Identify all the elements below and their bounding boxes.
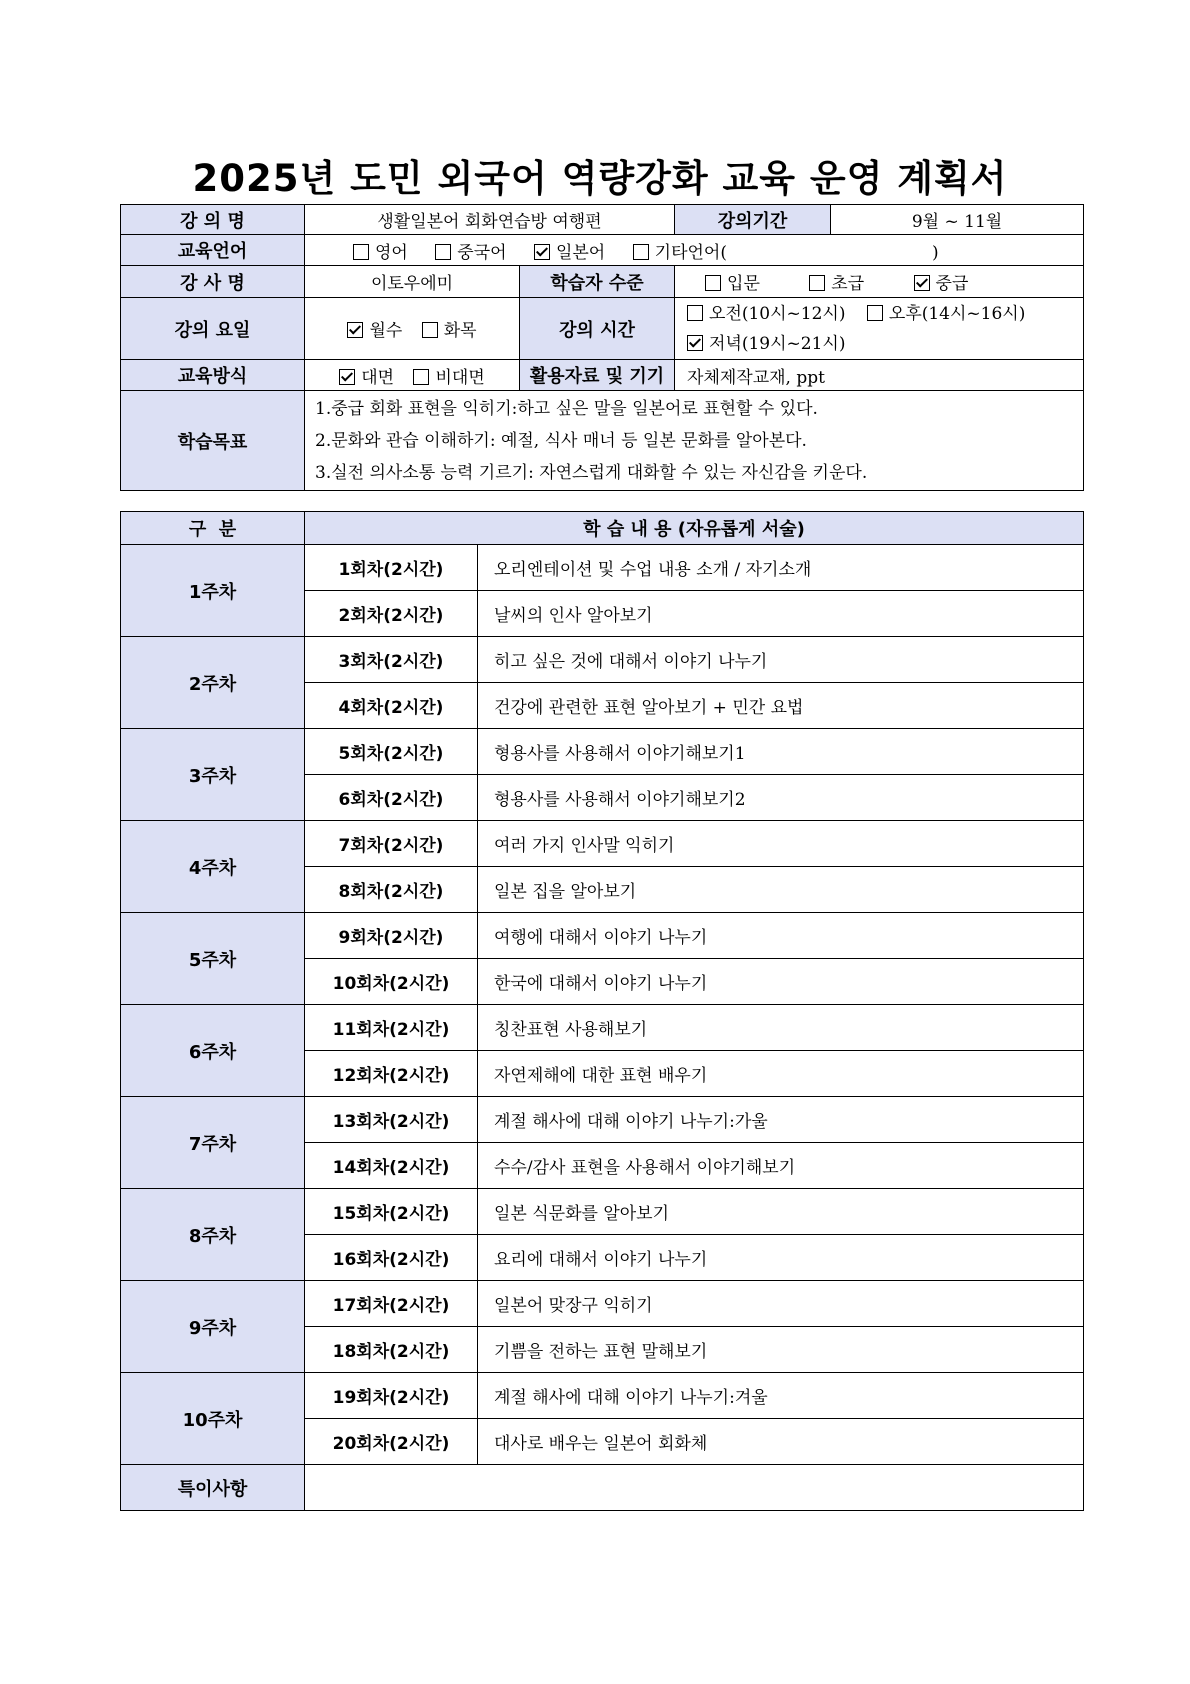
info-table xyxy=(120,204,1084,491)
week-label: 3주차 xyxy=(121,729,305,821)
day-option-tue-thu[interactable] xyxy=(422,316,477,341)
option-label: 입문 xyxy=(727,274,760,294)
instructor-value: 이토우에미 xyxy=(305,266,520,298)
session-content: 히고 싶은 것에 대해서 이야기 나누기 xyxy=(478,637,1084,683)
option-label: 월수 xyxy=(369,321,403,341)
schedule-row xyxy=(121,729,1084,775)
session-label: 6회차(2시간) xyxy=(305,775,478,821)
session-content: 계절 해사에 대해 이야기 나누기:가울 xyxy=(478,1097,1084,1143)
week-label: 9주차 xyxy=(121,1281,305,1373)
session-content: 일본 식문화를 알아보기 xyxy=(478,1189,1084,1235)
option-label: 대면 xyxy=(361,367,395,388)
level-option-intermediate[interactable] xyxy=(914,269,969,294)
goal-item: 3.실전 의사소통 능력 기르기: 자연스럽게 대화할 수 있는 자신감을 키운다. xyxy=(315,462,868,483)
goal-item: 2.문화와 관습 이해하기: 예절, 식사 매너 등 일본 문화를 알아본다. xyxy=(315,430,807,451)
week-label: 8주차 xyxy=(121,1189,305,1281)
time-option-morning[interactable] xyxy=(687,299,845,329)
schedule-row xyxy=(121,545,1084,591)
notes-value xyxy=(305,1465,1084,1511)
option-label: 비대면 xyxy=(435,367,485,388)
schedule-row xyxy=(121,1373,1084,1419)
checkbox-icon[interactable] xyxy=(867,305,883,321)
session-label: 10회차(2시간) xyxy=(305,959,478,1005)
option-label: 초급 xyxy=(831,274,865,294)
session-content: 한국에 대해서 이야기 나누기 xyxy=(478,959,1084,1005)
session-label: 1회차(2시간) xyxy=(305,545,478,591)
materials-label: 활용자료 및 기기 xyxy=(520,360,675,391)
session-content: 건강에 관련한 표현 알아보기 + 민간 요법 xyxy=(478,683,1084,729)
checkbox-checked-icon[interactable] xyxy=(914,275,930,291)
checkbox-icon[interactable] xyxy=(633,244,649,260)
session-content: 기쁨을 전하는 표현 말해보기 xyxy=(478,1327,1084,1373)
session-content: 형용사를 사용해서 이야기해보기2 xyxy=(478,775,1084,821)
option-close-paren: ) xyxy=(931,242,939,263)
session-label: 5회차(2시간) xyxy=(305,729,478,775)
checkbox-icon[interactable] xyxy=(435,244,451,260)
level-option-elementary[interactable] xyxy=(809,269,864,294)
session-content: 여행에 대해서 이야기 나누기 xyxy=(478,913,1084,959)
session-label: 16회차(2시간) xyxy=(305,1235,478,1281)
language-option-chinese[interactable] xyxy=(435,238,506,263)
option-label: 기타언어( xyxy=(654,242,727,263)
session-label: 4회차(2시간) xyxy=(305,683,478,729)
session-content: 일본 집을 알아보기 xyxy=(478,867,1084,913)
schedule-row xyxy=(121,637,1084,683)
content-header: 학 습 내 용 (자유롭게 서술) xyxy=(305,512,1084,545)
method-option-in-person[interactable] xyxy=(339,363,394,388)
days-label: 강의 요일 xyxy=(121,298,305,360)
session-label: 20회차(2시간) xyxy=(305,1419,478,1465)
session-content: 자연제해에 대한 표현 배우기 xyxy=(478,1051,1084,1097)
session-content: 대사로 배우는 일본어 회화체 xyxy=(478,1419,1084,1465)
session-content: 칭찬표현 사용해보기 xyxy=(478,1005,1084,1051)
week-label: 1주차 xyxy=(121,545,305,637)
session-label: 2회차(2시간) xyxy=(305,591,478,637)
level-label: 학습자 수준 xyxy=(520,266,675,298)
period-value: 9월 ~ 11월 xyxy=(831,205,1084,235)
period-label: 강의기간 xyxy=(675,205,831,235)
instructor-label: 강 사 명 xyxy=(121,266,305,298)
level-options xyxy=(675,266,1084,298)
goal-item: 1.중급 회화 표현을 익히기:하고 싶은 말을 일본어로 표현할 수 있다. xyxy=(315,398,818,419)
session-content: 날씨의 인사 알아보기 xyxy=(478,591,1084,637)
session-label: 19회차(2시간) xyxy=(305,1373,478,1419)
week-label: 7주차 xyxy=(121,1097,305,1189)
time-option-evening[interactable] xyxy=(687,329,845,359)
time-options xyxy=(675,298,1084,360)
session-label: 17회차(2시간) xyxy=(305,1281,478,1327)
level-option-beginner[interactable] xyxy=(705,269,760,294)
session-label: 15회차(2시간) xyxy=(305,1189,478,1235)
week-label: 10주차 xyxy=(121,1373,305,1465)
language-options xyxy=(305,235,1084,266)
checkbox-checked-icon[interactable] xyxy=(339,369,355,385)
schedule-row xyxy=(121,1005,1084,1051)
day-option-mon-wed[interactable] xyxy=(347,316,402,341)
language-label: 교육언어 xyxy=(121,235,305,266)
option-label: 오전(10시~12시) xyxy=(709,303,846,324)
option-label: 화목 xyxy=(443,321,477,341)
time-option-afternoon[interactable] xyxy=(867,299,1025,329)
session-content: 형용사를 사용해서 이야기해보기1 xyxy=(478,729,1084,775)
time-label: 강의 시간 xyxy=(520,298,675,360)
course-label: 강 의 명 xyxy=(121,205,305,235)
materials-value: 자체제작교재, ppt xyxy=(675,360,1084,391)
schedule-row xyxy=(121,1189,1084,1235)
option-label: 중급 xyxy=(935,274,969,294)
schedule-row xyxy=(121,913,1084,959)
checkbox-checked-icon[interactable] xyxy=(347,322,363,338)
checkbox-icon[interactable] xyxy=(687,305,703,321)
method-option-online[interactable] xyxy=(413,363,484,388)
session-content: 수수/감사 표현을 사용해서 이야기해보기 xyxy=(478,1143,1084,1189)
schedule-table xyxy=(120,511,1084,1511)
checkbox-icon[interactable] xyxy=(413,369,429,385)
method-options xyxy=(305,360,520,391)
session-content: 요리에 대해서 이야기 나누기 xyxy=(478,1235,1084,1281)
session-label: 8회차(2시간) xyxy=(305,867,478,913)
week-label: 2주차 xyxy=(121,637,305,729)
goals-label: 학습목표 xyxy=(121,391,305,491)
session-label: 11회차(2시간) xyxy=(305,1005,478,1051)
week-label: 6주차 xyxy=(121,1005,305,1097)
option-label: 저녁(19시~21시) xyxy=(709,333,846,354)
notes-label: 특이사항 xyxy=(121,1465,305,1511)
schedule-row xyxy=(121,1097,1084,1143)
session-label: 13회차(2시간) xyxy=(305,1097,478,1143)
session-label: 3회차(2시간) xyxy=(305,637,478,683)
checkbox-icon[interactable] xyxy=(809,275,825,291)
category-header: 구 분 xyxy=(121,512,305,545)
option-label: 오후(14시~16시) xyxy=(888,303,1026,324)
option-label: 중국어 xyxy=(457,242,507,263)
schedule-row xyxy=(121,821,1084,867)
schedule-row xyxy=(121,1281,1084,1327)
session-content: 계절 해사에 대해 이야기 나누기:겨울 xyxy=(478,1373,1084,1419)
session-label: 12회차(2시간) xyxy=(305,1051,478,1097)
method-label: 교육방식 xyxy=(121,360,305,391)
checkbox-icon[interactable] xyxy=(705,275,721,291)
session-label: 9회차(2시간) xyxy=(305,913,478,959)
checkbox-checked-icon[interactable] xyxy=(687,335,703,351)
option-label: 영어 xyxy=(375,242,408,263)
days-options xyxy=(305,298,520,360)
session-label: 14회차(2시간) xyxy=(305,1143,478,1189)
goals-list xyxy=(305,391,1084,491)
session-content: 일본어 맞장구 익히기 xyxy=(478,1281,1084,1327)
session-content: 오리엔테이션 및 수업 내용 소개 / 자기소개 xyxy=(478,545,1084,591)
course-value: 생활일본어 회화연습방 여행편 xyxy=(305,205,675,235)
checkbox-icon[interactable] xyxy=(422,322,438,338)
week-label: 5주차 xyxy=(121,913,305,1005)
language-option-english[interactable] xyxy=(353,238,408,263)
checkbox-checked-icon[interactable] xyxy=(534,244,550,260)
language-option-other[interactable] xyxy=(633,238,939,263)
option-label: 일본어 xyxy=(555,242,606,263)
week-label: 4주차 xyxy=(121,821,305,913)
session-label: 18회차(2시간) xyxy=(305,1327,478,1373)
session-label: 7회차(2시간) xyxy=(305,821,478,867)
session-content: 여러 가지 인사말 익히기 xyxy=(478,821,1084,867)
language-option-japanese[interactable] xyxy=(534,238,605,263)
page-title: 2025년 도민 외국어 역량강화 교육 운영 계획서 xyxy=(192,157,1008,200)
checkbox-icon[interactable] xyxy=(353,244,369,260)
